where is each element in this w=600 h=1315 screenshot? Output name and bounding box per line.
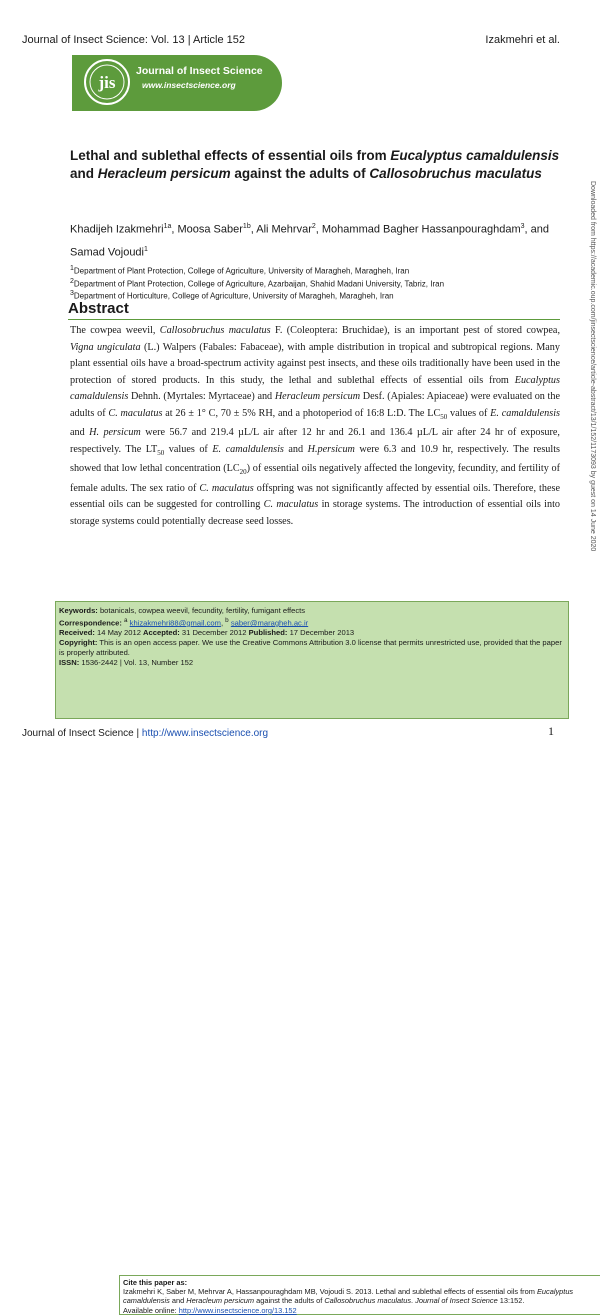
keywords-line: Keywords: botanicals, cowpea weevil, fecundity, fertility, fumigant effects <box>59 606 306 615</box>
author-name: Samad Vojoudi <box>70 246 144 259</box>
journal-citation-header: Journal of Insect Science: Vol. 13 | Article 152 <box>22 34 245 46</box>
affiliation-item: $^1$Department of Plant Protection, College of Agriculture, University of Maragheh, Maragheh, Iran <box>70 265 410 276</box>
author-affiliation-mark: 1a <box>163 223 172 230</box>
author-affiliation-mark: 2 <box>311 223 316 230</box>
download-notice-text: Downloaded from https://academic.oup.com/jinsectscience/article-abstract/13/1/152/1173093 by guest on 14 June 2020 <box>589 181 596 552</box>
author-affiliation-mark: 3 <box>520 223 525 230</box>
page-footer: Journal of Insect Science | http://www.insectscience.org <box>22 728 269 739</box>
citation-availability: Available online: http://www.insectscience.org/13.152 <box>123 1305 297 1315</box>
logo-mark: jis <box>98 73 116 92</box>
correspondence-email-a[interactable]: khizakmehri88@gmail.com <box>129 618 221 628</box>
correspondence-email-b[interactable]: saber@maragheh.ac.ir <box>230 618 309 628</box>
article-title: Lethal and sublethal effects of essential oils from Eucalyptus camaldulensis and Heracleum persicum against the adults of Callosobruchus maculatus <box>70 148 560 181</box>
dates-line: Received: 14 May 2012 Accepted: 31 December 2012 Published: 17 December 2013 <box>59 628 355 638</box>
author-affiliation-mark: 1b <box>242 223 251 230</box>
citation-heading: Cite this paper as: <box>123 1278 188 1287</box>
author-name: Ali Mehrvar <box>256 223 312 236</box>
correspondence-line: Correspondence: $^a$ khizakmehri88@gmail.com, $^b$ saber@maragheh.ac.ir <box>59 616 309 628</box>
journal-logo-icon <box>82 57 132 107</box>
copyright-line: Copyright: This is an open access paper. We use the Creative Commons Attribution 3.0 license that permits unrestricted use, provided that the paper is properly attributed. <box>59 637 562 657</box>
article-metadata <box>59 606 565 667</box>
page-number: 1 <box>548 724 554 738</box>
affiliation-item: $^3$Department of Horticulture, College of Agriculture, University of Maragheh, Maragheh, Iran <box>70 290 394 301</box>
abstract-text: The cowpea weevil, Callosobruchus maculatus F. (Coleoptera: Bruchidae), is an important pest of stored cowpea, Vigna ungiculata (L.) Walpers (Fabales: Fabaceae), with ample distribution in tropical and subtropical regions. Many plant essential oils have a broad-spectrum activity against pest insects, and these oils traditionally have been used in the protection of stored products. In this study, the lethal and sublethal effects of essential oils from Eucalyptus camaldulensis Dehnh. (Myrtales: Myrtaceae) and Heracleum persicum Desf. (Apiales: Apiaceae) were evaluated on the adults of C. maculatus at 26 ± 1° C, 70 ± 5% RH, and a photoperiod of 16:8 L:D. The $LC_{50}$ values of E. camaldulensis and H. persicum were 56.7 and 219.4 µL/L air after 12 hr and 26.1 and 136.4 µL/L air after 24 hr of exposure, respectively. The $LT_{50}$ values of E. camaldulensis and H.persicum were 6.3 and 10.9 hr, respectively. The results showed that low lethal concentration $(LC_{20})$ of essential oils negatively affected the longevity, fecundity, and fertility of female adults. The sex ratio of C. maculatus offspring was not significantly affected by essential oils. Therefore, these essential oils can be suggested for controlling C. maculatus in storage systems. The introduction of essential oils into storage systems could potentially decrease seed losses. <box>70 325 561 527</box>
author-list: Khadijeh Izakmehri$^{1a}$, Moosa Saber$^{1b}$, Ali Mehrvar$^2$, Mohammad Bagher Hassanpouraghdam$^3$, and Samad Vojoudi$^1$ <box>70 223 549 259</box>
abstract-heading: Abstract <box>68 300 560 320</box>
citation-link[interactable]: http://www.insectscience.org/13.152 <box>178 1305 297 1315</box>
footer-journal-link[interactable]: http://www.insectscience.org <box>141 728 269 739</box>
author-running-head: Izakmehri et al. <box>485 34 560 46</box>
running-head <box>22 34 560 48</box>
author-name: Mohammad Bagher Hassanpouraghdam <box>321 223 521 236</box>
logo-journal-url[interactable]: www.insectscience.org <box>142 80 236 90</box>
download-notice <box>583 181 597 616</box>
citation-box <box>119 1275 600 1315</box>
citation-text: Izakmehri K, Saber M, Mehrvar A, Hassanpouraghdam MB, Vojoudi S. 2013. Lethal and sublethal effects of essential oils from Eucalyptus camaldulensis and Heracleum persicum against the adults of Callosobruchus maculatus. Journal of Insect Science 13:152. <box>123 1287 574 1306</box>
author-affiliation-mark: 1 <box>144 245 148 253</box>
author-name: Moosa Saber <box>177 223 243 236</box>
issn-line: ISSN: 1536-2442 | Vol. 13, Number 152 <box>59 657 194 667</box>
author-name: Khadijeh Izakmehri <box>70 223 164 236</box>
affiliation-list <box>70 264 570 302</box>
affiliation-item: $^2$Department of Plant Protection, College of Agriculture, Azarbaijan, Shahid Madani University, Tabriz, Iran <box>70 277 445 289</box>
logo-journal-title: Journal of Insect Science <box>136 65 263 77</box>
